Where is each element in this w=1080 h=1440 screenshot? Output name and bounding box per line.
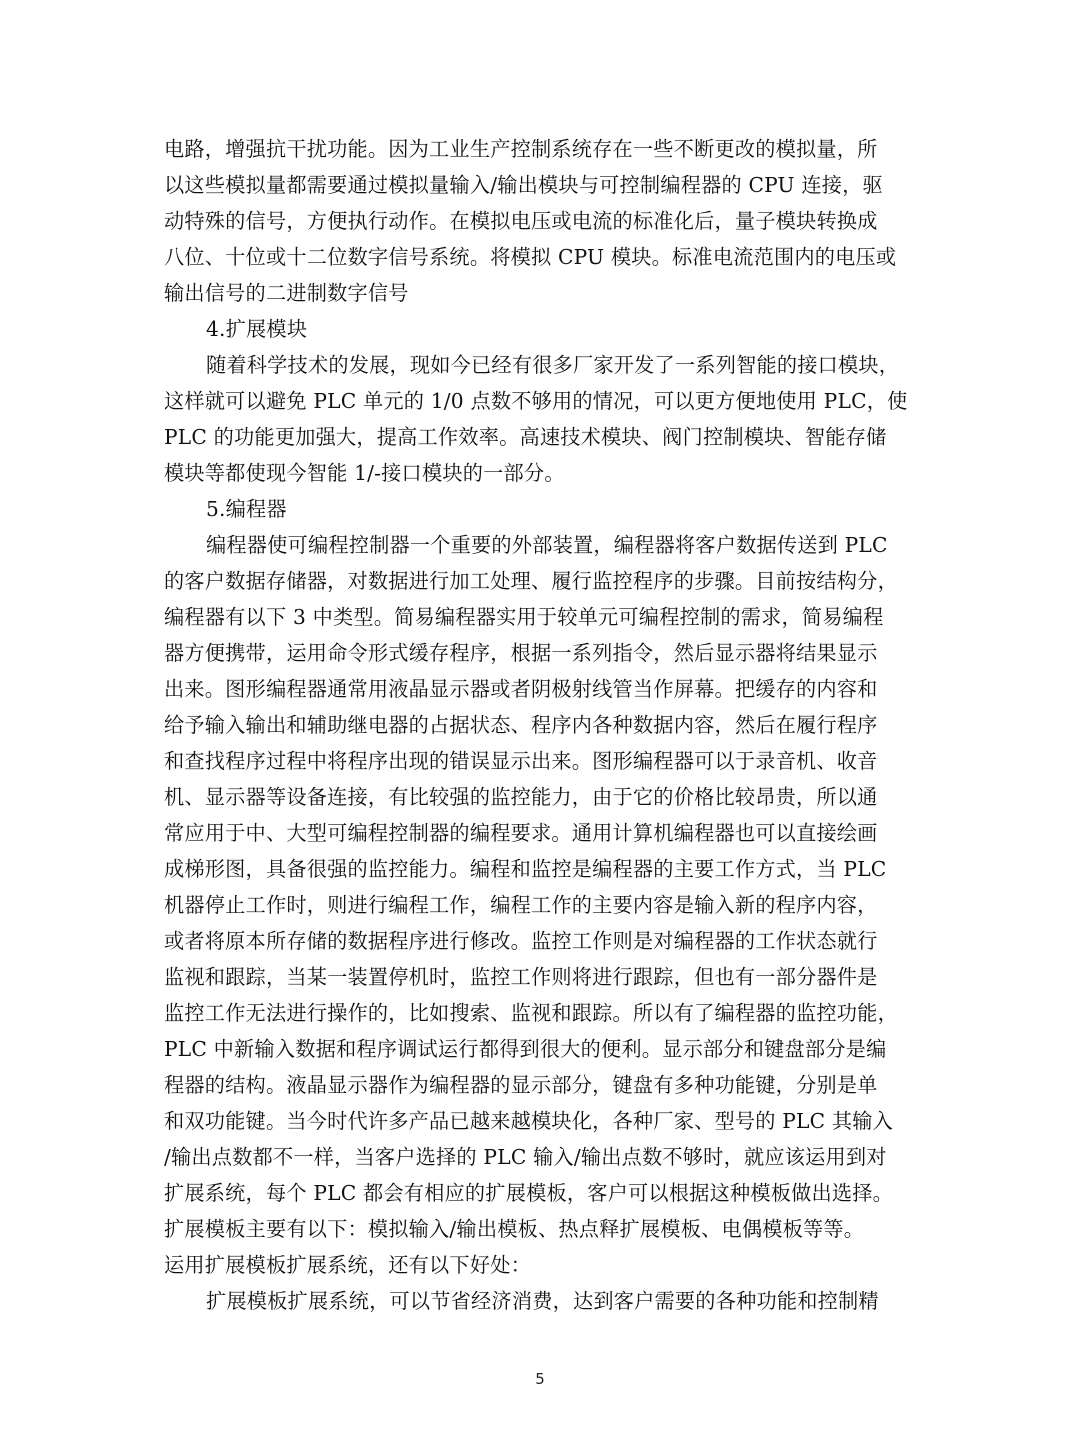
body-text-line: 扩展系统，每个 PLC 都会有相应的扩展模板，客户可以根据这种模板做出选择。	[164, 1181, 894, 1205]
page-number: 5	[535, 1370, 545, 1388]
section-heading-expansion-module: 4.扩展模块	[206, 317, 308, 341]
paragraph-first-line: 随着科学技术的发展，现如今已经有很多厂家开发了一系列智能的接口模块，	[206, 353, 900, 377]
body-text-line: 以这些模拟量都需要通过模拟量输入/输出模块与可控制编程器的 CPU 连接，驱	[164, 173, 883, 197]
body-text-line: 和双功能键。当今时代许多产品已越来越模块化，各种厂家、型号的 PLC 其输入	[164, 1109, 894, 1133]
body-text-line: 或者将原本所存储的数据程序进行修改。监控工作则是对编程器的工作状态就行	[164, 929, 878, 953]
body-text-line: 运用扩展模板扩展系统，还有以下好处：	[164, 1253, 531, 1277]
body-text-line: 出来。图形编程器通常用液晶显示器或者阴极射线管当作屏幕。把缓存的内容和	[164, 677, 878, 701]
body-text-line: 常应用于中、大型可编程控制器的编程要求。通用计算机编程器也可以直接绘画	[164, 821, 878, 845]
body-text-line: 编程器有以下 3 中类型。简易编程器实用于较单元可编程控制的需求，简易编程	[164, 605, 884, 629]
body-text-line: 这样就可以避免 PLC 单元的 1/0 点数不够用的情况，可以更方便地使用 PLC，使	[164, 389, 908, 413]
body-text-line: 动特殊的信号，方便执行动作。在模拟电压或电流的标准化后，量子模块转换成	[164, 209, 878, 233]
body-text-line: 监视和跟踪，当某一装置停机时，监控工作则将进行跟踪，但也有一部分器件是	[164, 965, 878, 989]
body-text-line: 输出信号的二进制数字信号	[164, 281, 409, 305]
body-text-line: PLC 的功能更加强大，提高工作效率。高速技术模块、阀门控制模块、智能存储	[164, 425, 887, 449]
section-heading-programmer: 5.编程器	[206, 497, 287, 521]
body-text-line: 机、显示器等设备连接，有比较强的监控能力，由于它的价格比较昂贵，所以通	[164, 785, 878, 809]
body-text-line: /输出点数都不一样，当客户选择的 PLC 输入/输出点数不够时，就应该运用到对	[164, 1145, 887, 1169]
body-text-line: 成梯形图，具备很强的监控能力。编程和监控是编程器的主要工作方式，当 PLC	[164, 857, 887, 881]
body-text-line: 和查找程序过程中将程序出现的错误显示出来。图形编程器可以于录音机、收音	[164, 749, 878, 773]
paragraph-first-line: 编程器使可编程控制器一个重要的外部装置，编程器将客户数据传送到 PLC	[206, 533, 888, 557]
body-text-line: 扩展模板主要有以下：模拟输入/输出模板、热点释扩展模板、电偶模板等等。	[164, 1217, 865, 1241]
body-text-line: PLC 中新输入数据和程序调试运行都得到很大的便利。显示部分和键盘部分是编	[164, 1037, 887, 1061]
body-text-line: 给予输入输出和辅助继电器的占据状态、程序内各种数据内容，然后在履行程序	[164, 713, 878, 737]
body-text-line: 器方便携带，运用命令形式缓存程序，根据一系列指令，然后显示器将结果显示	[164, 641, 878, 665]
body-text-line: 八位、十位或十二位数字信号系统。将模拟 CPU 模块。标准电流范围内的电压或	[164, 245, 897, 269]
body-text-line: 机器停止工作时，则进行编程工作，编程工作的主要内容是输入新的程序内容，	[164, 893, 878, 917]
body-text-line: 电路，增强抗干扰功能。因为工业生产控制系统存在一些不断更改的模拟量，所	[164, 137, 878, 161]
body-text-line: 程器的结构。液晶显示器作为编程器的显示部分，键盘有多种功能键，分别是单	[164, 1073, 878, 1097]
paragraph-first-line: 扩展模板扩展系统，可以节省经济消费，达到客户需要的各种功能和控制精	[206, 1289, 879, 1313]
body-text-line: 监控工作无法进行操作的，比如搜索、监视和跟踪。所以有了编程器的监控功能，	[164, 1001, 898, 1025]
body-text-line: 模块等都使现今智能 1/-接口模块的一部分。	[164, 461, 565, 485]
body-text-line: 的客户数据存储器，对数据进行加工处理、履行监控程序的步骤。目前按结构分，	[164, 569, 898, 593]
